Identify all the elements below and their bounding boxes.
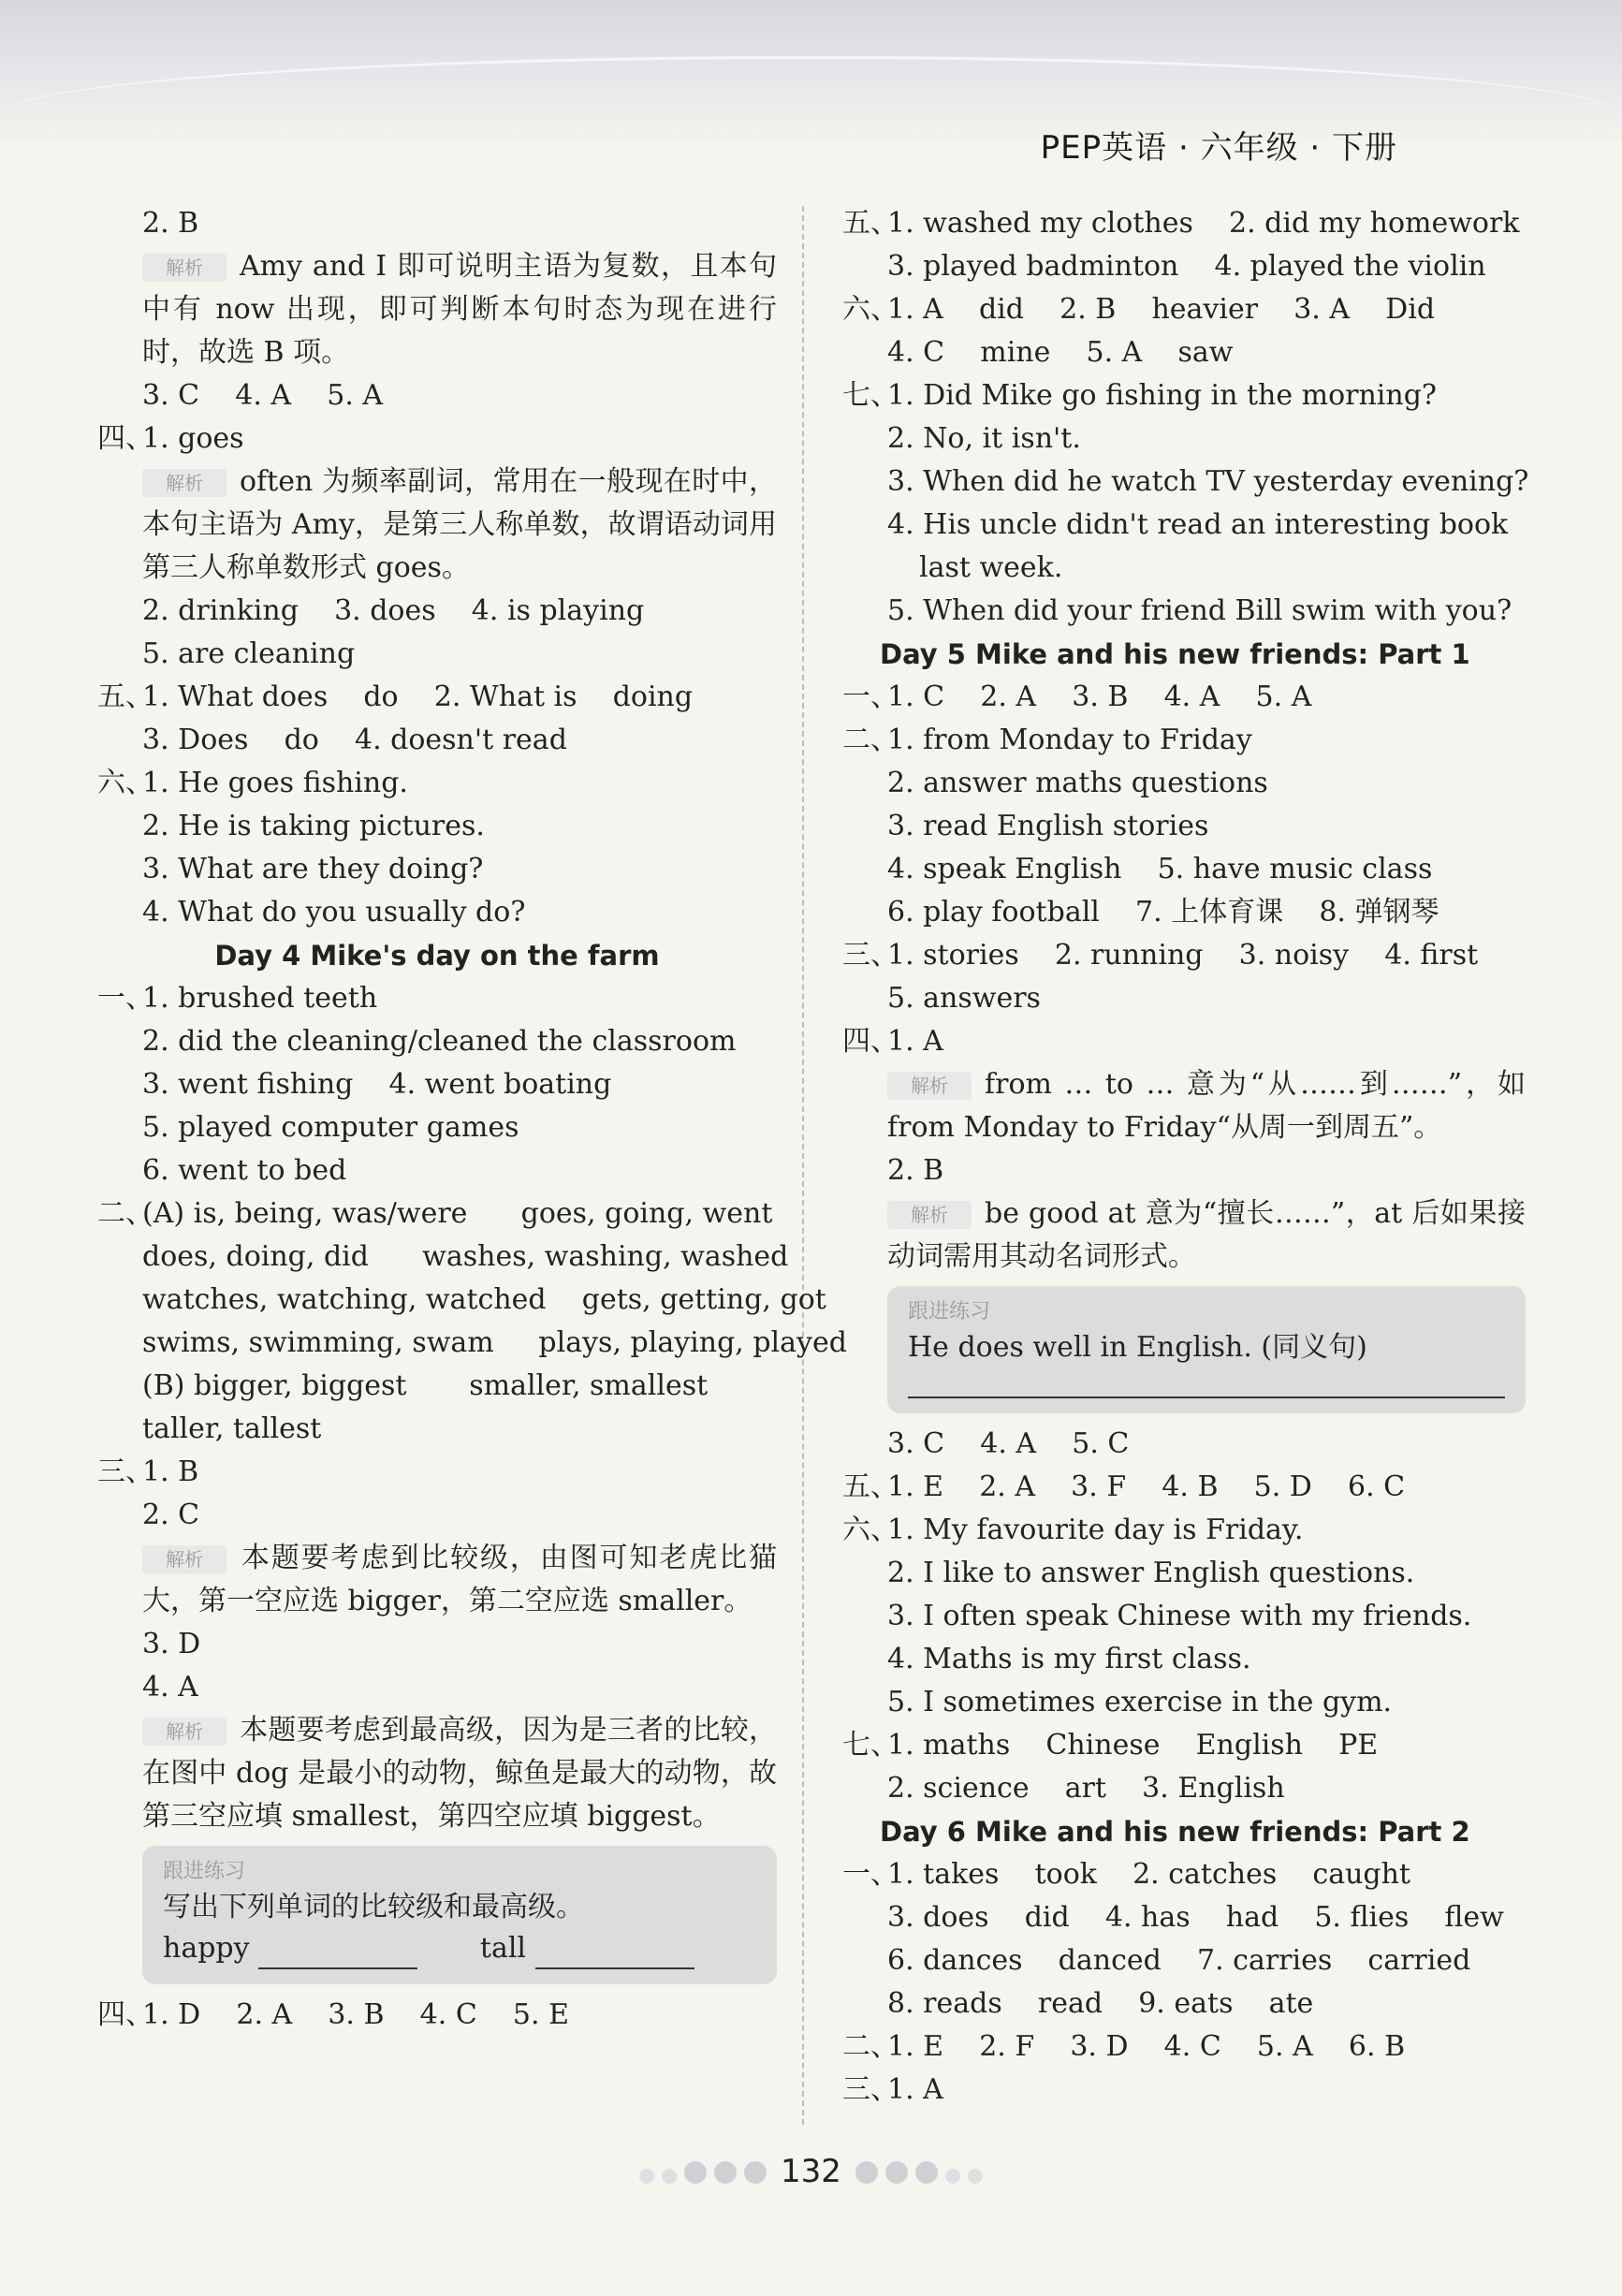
answer-line [842,676,1526,719]
answer-text: 1. maths Chinese English PE [887,1729,1379,1762]
analysis-tag: 解析 [887,1072,972,1100]
footer-dots-right [852,2155,986,2192]
analysis-tag: 解析 [142,254,226,282]
answer-line: 4. His uncle didn't read an interesting book [887,508,1509,541]
answer-line: 2. C [142,1499,200,1531]
analysis-tag: 解析 [142,1545,226,1573]
answer-line [842,1724,1526,1767]
answer-line: 3. does did 4. has had 5. flies flew [887,1901,1504,1934]
answer-line [842,719,1526,762]
answer-line: taller, tallest [142,1412,322,1445]
answer-line [842,1509,1526,1552]
section-number: 六、 [842,1514,899,1546]
answer-text: 1. stories 2. running 3. noisy 4. first [887,939,1479,972]
answer-line: 2. I like to answer English questions. [887,1557,1415,1589]
section-number: 一、 [842,680,899,713]
header-title: PEP英语 · 六年级 · 下册 [1040,129,1397,167]
answer-text: 1. takes took 2. catches caught [887,1858,1410,1891]
answer-line [97,1451,777,1494]
analysis-note [97,1709,777,1838]
day-heading: Day 5 Mike and his new friends: Part 1 [880,638,1470,670]
answer-line [842,202,1526,245]
answer-line [842,288,1526,331]
answer-line: 3. C 4. A 5. C [887,1427,1130,1460]
section-number: 一、 [842,1858,899,1891]
answer-text: 1. A [887,2073,943,2106]
answer-line: last week. [919,551,1063,584]
header-band [0,0,1622,140]
section-number: 五、 [97,680,153,713]
page-number: 132 [781,2153,841,2190]
answer-text: 1. E 2. A 3. F 4. B 5. D 6. C [887,1470,1406,1503]
answer-text: 1. A [887,1025,943,1058]
column-divider [802,206,804,2125]
practice-tag: 跟进练习 [163,1860,246,1883]
analysis-text: 本题要考虑到比较级，由图可知老虎比猫大，第一空应选 bigger，第二空应选 smaller。 [142,1542,777,1617]
answer-line: 5. played computer games [142,1111,519,1144]
answer-text: 1. washed my clothes 2. did my homework [887,207,1520,240]
footer-dots-left [636,2155,770,2192]
section-number: 五、 [842,1470,899,1503]
section-number: 二、 [842,2030,899,2063]
answer-line [97,1994,777,2037]
answer-line: swims, swimming, swam plays, playing, played [142,1326,847,1359]
section-number: 四、 [97,1998,153,2031]
practice-instruction: 写出下列单词的比较级和最高级。 [163,1891,584,1923]
answer-line: 3. D [142,1628,201,1660]
analysis-tag: 解析 [142,1718,226,1746]
answer-line: 8. reads read 9. eats ate [887,1987,1314,2020]
answer-line [97,977,777,1020]
section-number: 六、 [842,293,899,326]
right-column [842,202,1529,2112]
analysis-text: from … to … 意为“从……到……”，如 from Monday to Friday“从周一到周五”。 [887,1068,1526,1144]
answer-blank[interactable] [908,1389,1505,1398]
answer-text: 1. He goes fishing. [142,767,408,799]
answer-line: 2. He is taking pictures. [142,810,485,842]
answer-line: 5. are cleaning [142,637,356,670]
answer-text: 1. What does do 2. What is doing [142,680,694,713]
answer-line: 4. Maths is my first class. [887,1643,1251,1675]
answer-line: does, doing, did washes, washing, washed [142,1240,789,1273]
analysis-text: Amy and I 即可说明主语为复数，且本句中有 now 出现，即可判断本句时态为现在进行时，故选 B 项。 [142,250,777,369]
answer-line: (B) bigger, biggest smaller, smallest [142,1369,709,1402]
answer-line: 3. went fishing 4. went boating [142,1068,612,1101]
section-number: 四、 [842,1025,899,1058]
section-number: 二、 [97,1197,153,1230]
answer-line: 4. A [142,1671,198,1704]
answer-text: (A) is, being, was/were goes, going, went [142,1197,773,1230]
answer-line [97,1192,777,1236]
answer-line: 5. When did your friend Bill swim with you? [887,594,1512,627]
practice-box [887,1286,1526,1413]
answer-line: 3. played badminton 4. played the violin [887,250,1486,283]
answer-line: 2. B [887,1154,944,1187]
answer-text: 1. B [142,1455,199,1488]
answer-line: 2. No, it isn't. [887,422,1081,455]
practice-blanks [163,1928,756,1969]
practice-word: tall [479,1932,527,1965]
section-number: 四、 [97,422,153,455]
answer-line [842,374,1526,417]
page-footer [0,2153,1622,2192]
answer-line: 3. read English stories [887,810,1209,842]
answer-line [97,417,777,461]
analysis-note [97,1537,777,1623]
answer-line [842,2069,1526,2112]
answer-line: 3. I often speak Chinese with my friends. [887,1600,1472,1632]
answer-line [842,1853,1526,1896]
analysis-note [97,245,777,374]
answer-line: 3. What are they doing? [142,853,484,885]
section-number: 六、 [97,767,153,799]
answer-line: 2. did the cleaning/cleaned the classroom [142,1025,737,1058]
section-number: 一、 [97,982,153,1015]
answer-line: 4. C mine 5. A saw [887,336,1234,369]
answer-line: 6. dances danced 7. carries carried [887,1944,1471,1977]
header-swoosh [0,56,1622,115]
answer-text: 1. C 2. A 3. B 4. A 5. A [887,680,1312,713]
analysis-note [842,1192,1526,1279]
answer-text: 1. brushed teeth [142,982,378,1015]
analysis-text: 本题要考虑到最高级，因为是三者的比较，在图中 dog 是最小的动物，鲸鱼是最大的动物，故第三空应填 smallest，第四空应填 biggest。 [142,1714,777,1833]
section-number: 二、 [842,724,899,756]
answer-text: 1. My favourite day is Friday. [887,1514,1304,1546]
answer-blank[interactable] [535,1939,694,1969]
section-number: 七、 [842,1729,899,1762]
practice-box [142,1846,777,1984]
analysis-text: often 为频率副词，常用在一般现在时中，本句主语为 Amy，是第三人称单数，故谓语动词用第三人称单数形式 goes。 [142,465,777,584]
section-number: 五、 [842,207,899,240]
answer-line [97,676,777,719]
section-number: 七、 [842,379,899,412]
answer-line: 5. I sometimes exercise in the gym. [887,1686,1393,1718]
analysis-note [97,461,777,590]
practice-word: happy [163,1932,250,1965]
answer-text: 1. A did 2. B heavier 3. A Did [887,293,1436,326]
answer-line: watches, watching, watched gets, getting, got [142,1283,826,1316]
answer-text: 1. D 2. A 3. B 4. C 5. E [142,1998,569,2031]
answer-line: 5. answers [887,982,1041,1015]
answer-line [842,2025,1526,2069]
answer-text: 1. Did Mike go fishing in the morning? [887,379,1438,412]
practice-tag: 跟进练习 [908,1300,991,1323]
analysis-text: be good at 意为“擅长……”，at 后如果接动词需用其动名词形式。 [887,1197,1526,1273]
answer-line: 2. B [142,207,199,240]
analysis-tag: 解析 [887,1201,972,1229]
answer-line: 4. speak English 5. have music class [887,853,1433,885]
answer-line: 3. C 4. A 5. A [142,379,384,412]
answer-line: 2. answer maths questions [887,767,1268,799]
section-number: 三、 [842,2073,899,2106]
answer-line [842,934,1526,977]
answer-line: 2. drinking 3. does 4. is playing [142,594,645,627]
answer-line: 3. When did he watch TV yesterday evening? [887,465,1529,498]
answer-line: 4. What do you usually do? [142,896,526,929]
section-number: 三、 [842,939,899,972]
section-number: 三、 [97,1455,153,1488]
analysis-note [842,1063,1526,1149]
practice-instruction: He does well in English. (同义句) [908,1331,1367,1364]
answer-text: 1. goes [142,422,244,455]
answer-line: 6. play football 7. 上体育课 8. 弹钢琴 [887,896,1439,929]
day-heading: Day 6 Mike and his new friends: Part 2 [880,1816,1470,1848]
answer-text: 1. from Monday to Friday [887,724,1252,756]
answer-line [842,1466,1526,1509]
answer-line: 2. science art 3. English [887,1772,1285,1805]
answer-line: 3. Does do 4. doesn't read [142,724,567,756]
answer-line [97,762,777,805]
analysis-tag: 解析 [142,469,226,497]
answer-text: 1. E 2. F 3. D 4. C 5. A 6. B [887,2030,1406,2063]
left-column [97,202,847,2037]
answer-blank[interactable] [258,1939,417,1969]
answer-line [842,1020,1526,1063]
answer-line: 6. went to bed [142,1154,347,1187]
day-heading: Day 4 Mike's day on the farm [214,940,660,972]
